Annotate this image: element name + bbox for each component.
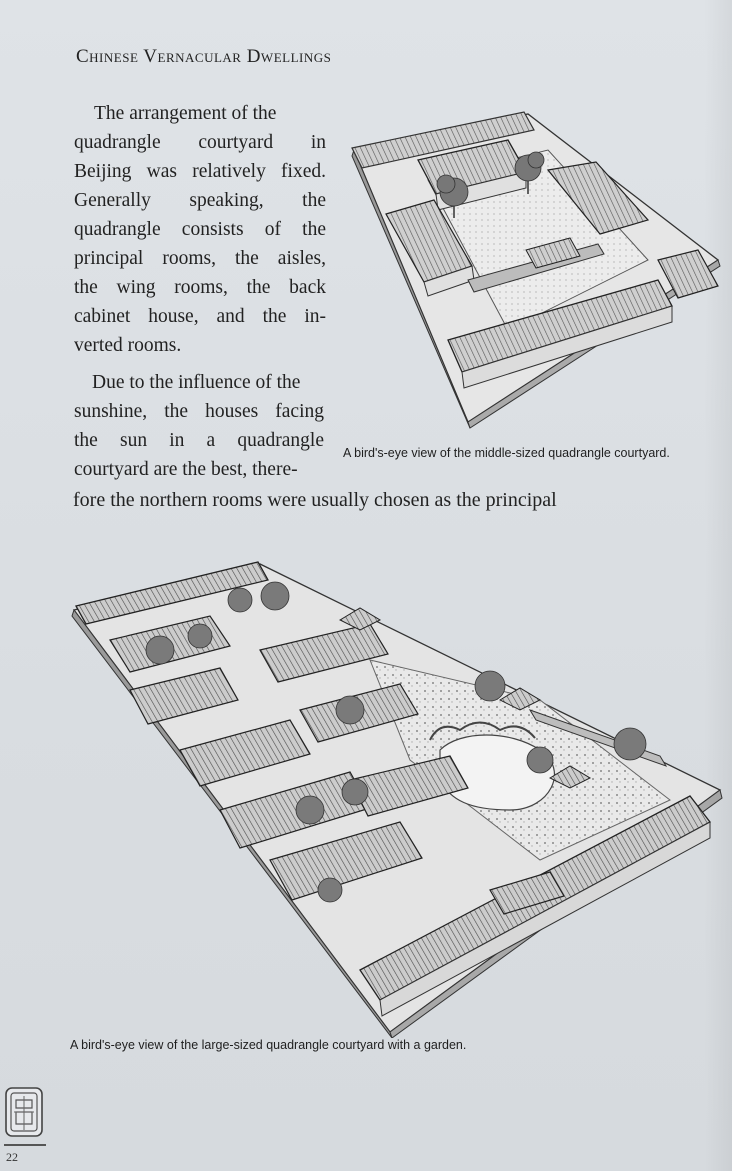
text-line: the wing rooms, the back [74, 277, 326, 298]
text-line: courtyard are the best, there- [74, 459, 298, 480]
text-line: quadrangle consists of the [74, 219, 326, 240]
text-line: Generally speaking, the [74, 190, 326, 211]
text-line: The arrangement of the [94, 103, 277, 124]
text-line: principal rooms, the aisles, [74, 248, 326, 269]
paragraph-continuation [73, 486, 643, 515]
paragraph-sunshine [74, 368, 324, 484]
paragraph-arrangement [74, 99, 326, 360]
running-header: Chinese Vernacular Dwellings [76, 46, 332, 67]
text-line: fore the northern rooms were usually chosen as the principal [73, 489, 557, 511]
footer-rule [4, 1144, 46, 1146]
text-line: verted rooms. [74, 335, 182, 356]
middle-courtyard-illustration [348, 110, 730, 430]
caption-middle-courtyard: A bird's-eye view of the middle-sized quadrangle courtyard. [343, 446, 670, 460]
text-line: quadrangle courtyard in [74, 132, 326, 153]
text-line: Beijing was relatively fixed. [74, 161, 326, 182]
page-ornament-icon [4, 1086, 44, 1138]
text-line: sunshine, the houses facing [74, 401, 324, 422]
figure-large-courtyard [70, 560, 725, 1038]
text-line: the sun in a quadrangle [74, 430, 324, 451]
large-courtyard-illustration [70, 560, 725, 1038]
page-number: 22 [6, 1150, 18, 1164]
caption-large-courtyard: A bird's-eye view of the large-sized quadrangle courtyard with a garden. [70, 1038, 467, 1052]
text-line: Due to the influence of the [92, 372, 301, 393]
figure-middle-courtyard [348, 110, 730, 430]
text-line: cabinet house, and the in- [74, 306, 326, 327]
